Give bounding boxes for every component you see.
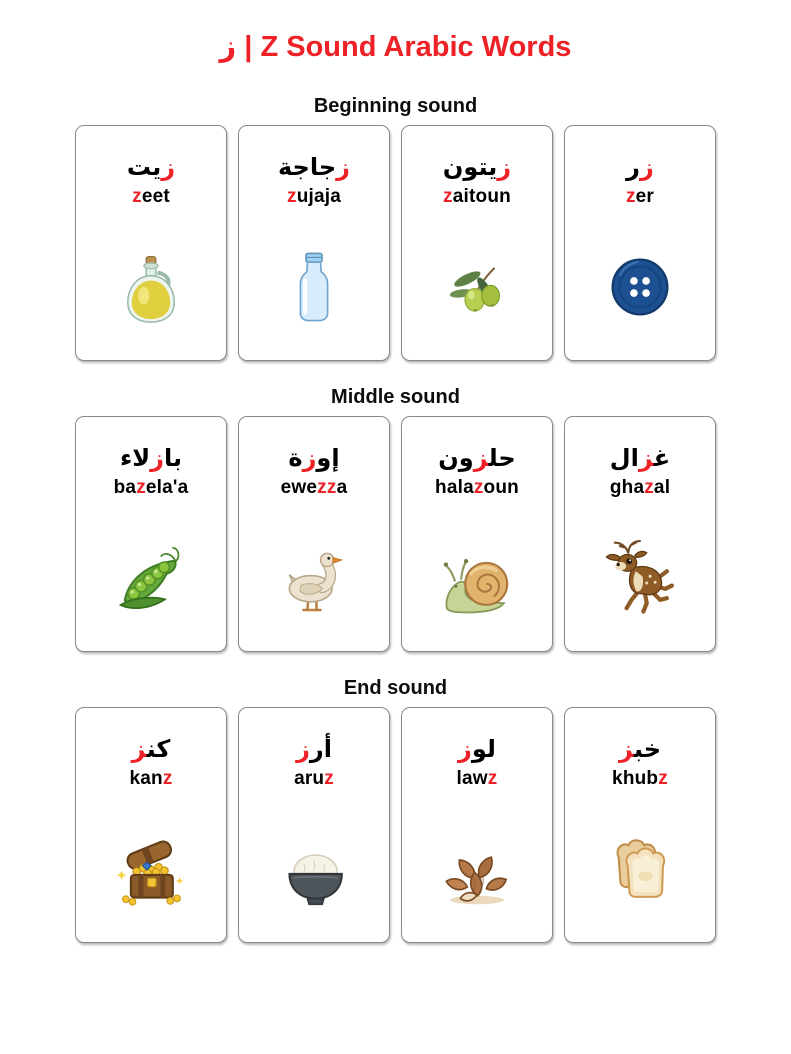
arabic-word-part: يت <box>126 153 162 181</box>
section-middle-sound <box>0 386 791 652</box>
translit-part: ewe <box>280 477 318 498</box>
translit-z-letter: z <box>162 768 173 789</box>
transliteration <box>612 766 668 792</box>
arabic-word <box>619 732 661 766</box>
translit-z-letter: z <box>625 186 636 207</box>
arabic-word-part: غ‍ <box>653 444 671 472</box>
illustration-area <box>402 792 552 942</box>
gazelle-illustration <box>598 536 682 620</box>
illustration-area <box>565 210 715 360</box>
translit-part: hala <box>435 477 474 498</box>
translit-part: a <box>336 477 348 498</box>
translit-z-letter: z <box>136 477 146 498</box>
arabic-z-letter: ز <box>302 444 317 472</box>
arabic-word-part: ال <box>609 444 639 472</box>
translit-z-letter: z <box>473 477 484 498</box>
transliteration <box>443 184 511 210</box>
arabic-z-letter: ‍ز <box>473 444 489 472</box>
rice-bowl-illustration <box>273 828 355 910</box>
transliteration <box>129 766 172 792</box>
translit-z-letter: z <box>644 477 654 498</box>
snail-illustration <box>435 536 519 620</box>
illustration-area <box>239 210 389 360</box>
translit-part: aru <box>294 768 325 789</box>
arabic-word-part: ر <box>626 153 640 181</box>
section-beginning-sound <box>0 95 791 361</box>
arabic-word <box>127 150 175 184</box>
flashcard-bazelaa <box>75 416 227 652</box>
illustration-area <box>239 501 389 651</box>
arabic-word <box>610 441 670 475</box>
flashcard-ewezza <box>238 416 390 652</box>
translit-part: gha <box>609 477 645 498</box>
translit-part: kan <box>129 768 163 789</box>
translit-z-letter: z <box>132 186 142 207</box>
arabic-word-part: ة <box>288 444 303 472</box>
section-end-sound <box>0 677 791 943</box>
illustration-area <box>76 501 226 651</box>
flashcard-aruz <box>238 707 390 943</box>
illustration-area <box>76 210 226 360</box>
arabic-word-part: جاجة <box>278 153 337 181</box>
translit-z-letter: z <box>324 768 334 789</box>
arabic-word <box>120 441 182 475</box>
flashcard-zeet <box>75 125 227 361</box>
flashcard-zer <box>564 125 716 361</box>
transliteration <box>114 475 189 501</box>
transliteration <box>626 184 654 210</box>
flashcard-lawz <box>401 707 553 943</box>
arabic-z-letter: ‍ز <box>131 735 147 763</box>
arabic-z-letter: ز <box>161 153 176 181</box>
olive-oil-jug-illustration <box>111 247 191 327</box>
illustration-area <box>402 501 552 651</box>
arabic-z-letter: ‍ز <box>618 735 634 763</box>
arabic-word-part: إو <box>316 444 340 472</box>
arabic-z-letter: ز <box>336 153 350 181</box>
flashcard-halazoun <box>401 416 553 652</box>
flashcard-zujaja <box>238 125 390 361</box>
translit-part: aitoun <box>452 186 511 207</box>
translit-part: al <box>653 477 671 498</box>
water-bottle-illustration <box>274 247 354 327</box>
pea-pods-illustration <box>110 537 192 619</box>
translit-part: er <box>635 186 655 207</box>
transliteration <box>287 184 341 210</box>
arabic-z-letter: ز <box>296 735 310 763</box>
flashcard-ghazal <box>564 416 716 652</box>
arabic-z-letter: ز <box>458 735 472 763</box>
illustration-area <box>76 792 226 942</box>
arabic-word <box>296 732 332 766</box>
translit-z-letter: z <box>658 768 668 789</box>
flashcard-zaitoun <box>401 125 553 361</box>
translit-part: eet <box>141 186 170 207</box>
card-grid <box>75 125 716 361</box>
arabic-word-part: حل‍ <box>488 444 516 472</box>
arabic-z-letter: ز <box>150 444 164 472</box>
arabic-word-part: خب‍ <box>633 735 662 763</box>
arabic-word <box>443 150 511 184</box>
arabic-z-letter: ‍ز <box>638 444 654 472</box>
olives-illustration <box>437 247 517 327</box>
arabic-word <box>626 150 654 184</box>
almonds-illustration <box>435 827 519 911</box>
translit-z-letter: z <box>443 186 453 207</box>
illustration-area <box>402 210 552 360</box>
arabic-word <box>132 732 171 766</box>
translit-part: ela'a <box>145 477 189 498</box>
flashcards-page <box>0 30 791 1054</box>
arabic-word <box>438 441 515 475</box>
flashcard-kanz <box>75 707 227 943</box>
section-heading: End sound <box>343 677 448 699</box>
translit-z-letter: zz <box>317 477 337 498</box>
transliteration <box>281 475 348 501</box>
section-heading: Middle sound <box>331 386 460 408</box>
translit-part: law <box>456 768 488 789</box>
arabic-word <box>278 150 350 184</box>
bread-illustration <box>599 828 681 910</box>
translit-z-letter: z <box>487 768 498 789</box>
treasure-chest-illustration <box>109 827 193 911</box>
arabic-word-part: يتون <box>442 153 498 181</box>
transliteration <box>132 184 170 210</box>
goose-illustration <box>273 537 355 619</box>
arabic-word-part: كن‍ <box>146 735 171 763</box>
translit-part: oun <box>483 477 519 498</box>
page-title: ز | Z Sound Arabic Words <box>219 31 572 63</box>
section-heading: Beginning sound <box>313 95 478 117</box>
arabic-word-part: ون <box>438 444 474 472</box>
translit-part: khub <box>612 768 659 789</box>
translit-part: ba <box>113 477 137 498</box>
translit-z-letter: z <box>286 186 297 207</box>
illustration-area <box>565 501 715 651</box>
transliteration <box>294 766 334 792</box>
arabic-word-part: لو <box>471 735 496 763</box>
arabic-word <box>288 441 339 475</box>
arabic-word-part: با <box>163 444 182 472</box>
flashcard-khubz <box>564 707 716 943</box>
arabic-word-part: أر <box>309 735 332 763</box>
arabic-word-part: لاء <box>120 444 151 472</box>
transliteration <box>435 475 519 501</box>
transliteration <box>457 766 498 792</box>
illustration-area <box>565 792 715 942</box>
card-grid <box>75 416 716 652</box>
translit-part: ujaja <box>296 186 341 207</box>
button-illustration <box>602 249 678 325</box>
arabic-z-letter: ز <box>497 153 512 181</box>
transliteration <box>610 475 670 501</box>
arabic-word <box>458 732 496 766</box>
illustration-area <box>239 792 389 942</box>
arabic-z-letter: ز <box>640 153 654 181</box>
card-grid <box>75 707 716 943</box>
